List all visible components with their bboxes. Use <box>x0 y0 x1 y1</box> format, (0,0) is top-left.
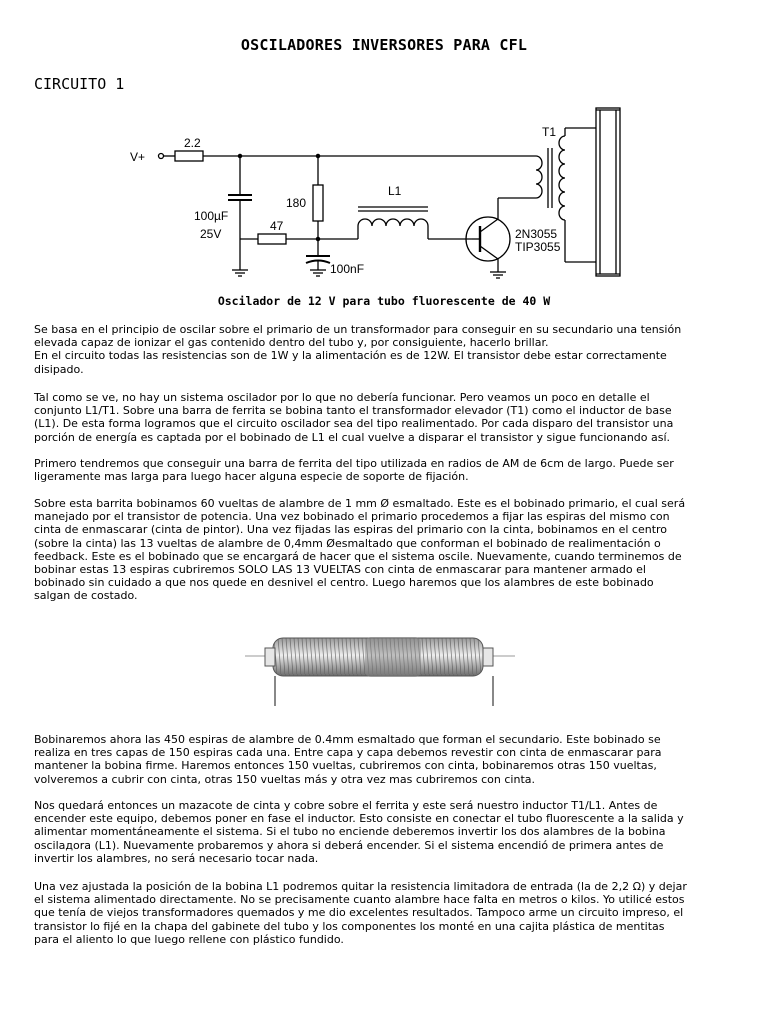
transformer-secondary <box>559 136 565 220</box>
label-vplus: V+ <box>130 150 146 164</box>
paragraph-5: Bobinaremos ahora las 450 espiras de alambre de 0.4mm esmaltado que forman el secundario. Este bobinado se realiza en tres capas de 150 espiras cada una. Entre capa y capa debemos revestir con cinta de enmascarar para mantener la bobina firme. Haremos entonces 150 vueltas, cubriremos con cinta, bobinaremos otras 150 vueltas, volveremos a cubrir con cinta, otras 150 vueltas más y otra vez mas cubriremos con cinta. <box>34 733 662 786</box>
paragraph-1: Se basa en el principio de oscilar sobre el primario de un transformador para conseguir en su secundario una tensión elevada capaz de ionizar el gas contenido dentro del tubo y, por consiguiente, hacerlo brillar. En el circuito todas las resistencias son de 1W y la alimentación es de 12W. El transistor debe estar correctamente disipado. <box>34 323 682 376</box>
resistor-r2 <box>313 185 323 221</box>
label-c1-value: 100µF <box>194 209 229 223</box>
label-q1-b: TIP3055 <box>515 240 561 254</box>
label-l1: L1 <box>388 184 402 198</box>
paragraph-2: Tal como se ve, no hay un sistema oscilador por lo que no debería funcionar. Pero veamos un poco en detalle el conjunto L1/T1. Sobre una barra de ferrita se bobina tanto el transformador elevador (T1) como el inductor de base (L1). De esta forma logramos que el circuito oscilador sea del tipo realimentado. Por cada disparo del transistor una porción de energía es captada por el bobinado de L1 el cual vuelve a disparar el transistor y sigue funcionando así. <box>34 391 674 444</box>
label-c2: 100nF <box>330 262 365 276</box>
ferrite-coil-illustration <box>245 626 515 710</box>
label-r2: 180 <box>286 196 307 210</box>
resistor-r1 <box>175 151 203 161</box>
figure-caption: Oscilador de 12 V para tubo fluorescente de 40 W <box>217 294 551 308</box>
paragraph-3: Primero tendremos que conseguir una barra de ferrita del tipo utilizada en radios de AM de 6cm de largo. Puede ser ligeramente mas larga para luego hacer alguna especie de soporte de fijación. <box>34 457 674 484</box>
label-t1: T1 <box>542 125 557 139</box>
paragraph-6: Nos quedará entonces un mazacote de cinta y cobre sobre el ferrita y este será nuestro inductor T1/L1. Antes de encender este equipo, debemos poner en fase el inductor. Esto consiste en conectar el tubo fluorescente a la salida y alimentar momentáneamente el sistema. Si el tubo no enciende deberemos invertir los dos alambres de la bobina oscilадora (L1). Nuevamente probaremos y ahora si deberá encender. Si el sistema encendió de primera antes de invertir los alambres, no será necesario tocar nada. <box>34 799 684 865</box>
label-r1: 2.2 <box>184 136 201 150</box>
label-q1-a: 2N3055 <box>515 227 558 241</box>
feedback-winding <box>365 637 421 677</box>
page-title: OSCILADORES INVERSORES PARA CFL <box>240 36 528 54</box>
inductor-l1 <box>358 219 428 226</box>
label-c1-voltage: 25V <box>200 227 222 241</box>
label-r3: 47 <box>270 219 284 233</box>
transformer-primary <box>536 156 542 198</box>
circuit-schematic <box>120 100 640 290</box>
paragraph-4: Sobre esta barrita bobinamos 60 vueltas de alambre de 1 mm Ø esmaltado. Este es el bobinado primario, el cual será manejado por el transistor de potencia. Una vez bobinado el primario procedemos a fijar las espiras del mismo con cinta de enmascarar (cinta de pintor). Una vez fijadas las espiras del primario con la cinta, bobinamos en el centro (sobre la cinta) las 13 vueltas de alambre de 0,4mm Øesmaltado que conforman el bobinado de realimentación o feedback. Este es el bobinado que se encargará de hacer que el sistema oscile. Nuevamente, cuando terminemos de bobinar estas 13 espiras cubriremos SOLO LAS 13 VUELTAS con cinta de enmascarar para mantener armado el bobinado sin cuidado a que nos quede en desnivel el centro. Luego haremos que los alambres de este bobinado salgan de costado. <box>34 497 686 603</box>
resistor-r3 <box>258 234 286 244</box>
paragraph-7: Una vez ajustada la posición de la bobina L1 podremos quitar la resistencia limitadora de entrada (la de 2,2 Ω) y dejar el sistema alimentado directamente. No se precisamente cuanto alambre hace falta en metros o kilos. Yo utilicé estos que tenía de viejos transformadores quemados y me dio excelentes resultados. Tampoco arme un circuito impreso, el transistor lo fijé en la chapa del gabinete del tubo y los componentes los monté en una cajita plástica de mentitas para el aliento lo que luego rellene con plástico fundido. <box>34 880 687 946</box>
vplus-terminal <box>159 154 164 159</box>
section-heading: CIRCUITO 1 <box>34 75 125 93</box>
